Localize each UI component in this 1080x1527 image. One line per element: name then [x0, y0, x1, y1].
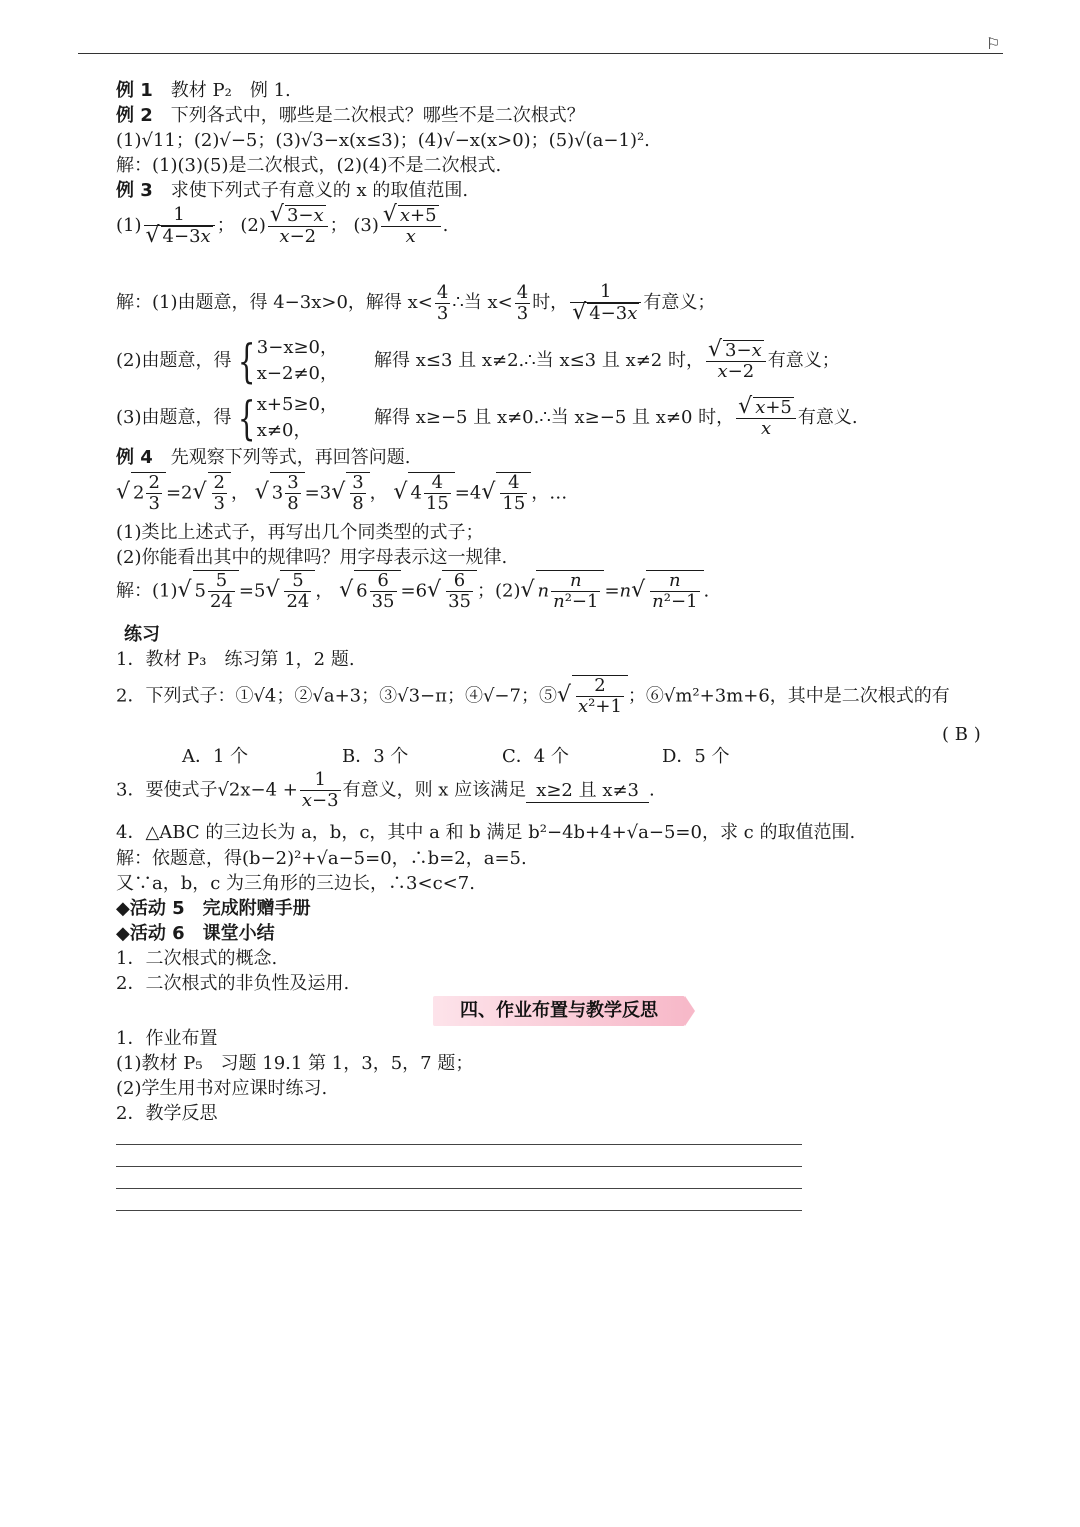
- practice-2-options: [182, 746, 822, 768]
- practice-3: 3．要使式子√2x−4 + $\frac{1}{x-3}$ 有意义，则 x 应该满足 x≥2 且 x≠3 .: [116, 769, 655, 811]
- practice-2-answer: ( B ): [942, 724, 981, 745]
- example-3-solution-3: (3)由题意，得 { x+5≥0， x≠0， 解得 x≥−5 且 x≠0.∴当 x≥−5 且 x≠0 时， $\frac{√ x+5}{x}$ 有意义.: [116, 391, 858, 445]
- section-banner: 四、作业布置与教学反思: [433, 996, 685, 1026]
- example-4-equations: √ 2 $\frac{2}{3}$ =2√ $\frac{2}{3}$ ， √ 3 $\frac{3}{8}$ =3√ $\frac{3}{8}$ ， √ 4 $\frac{4}{15}$ =4√ $\frac{4}{15}$ ，…: [116, 472, 568, 514]
- homework-2: (2)学生用书对应课时练习.: [116, 1078, 328, 1099]
- example-3-solution-2: (2)由题意，得 { 3−x≥0， x−2≠0， 解得 x≤3 且 x≠2.∴当 x≤3 且 x≠2 时， $\frac{√ 3-x}{x-2}$ 有意义；: [116, 334, 840, 388]
- example-4-question-2: (2)你能看出其中的规律吗？用字母表示这一规律.: [116, 547, 508, 568]
- example-4-solution: 解：(1)√ 5 $\frac{5}{24}$ =5√ $\frac{5}{24}$ ， √ 6 $\frac{6}{35}$ =6√ $\frac{6}{35}$ ；(2)√ n $\frac{n}{\text{n²−1}}$ =n√ $\frac{n}{\text{n²−1}}$ .: [116, 570, 710, 612]
- activity-6: ◆活动 6 课堂小结: [116, 923, 275, 944]
- flag-icon: ⚐: [986, 34, 1001, 53]
- header-rule: [78, 53, 1003, 54]
- homework-title: 1．作业布置: [116, 1028, 218, 1049]
- summary-1: 1．二次根式的概念.: [116, 948, 278, 969]
- reflection-title: 2．教学反思: [116, 1103, 218, 1124]
- practice-title: 练习: [124, 624, 160, 645]
- example-3-solution-1: 解：(1)由题意，得 4−3x>0，解得 x< $\frac{4}{3}$ ∴当 x< $\frac{4}{3}$ 时， $\frac{1}{√ 4-3x}$ 有意义；: [116, 281, 716, 325]
- activity-5: ◆活动 5 完成附赠手册: [116, 898, 311, 919]
- example-4: 例 4 先观察下列等式，再回答问题.: [116, 447, 411, 468]
- reflection-line: [116, 1188, 802, 1189]
- example-3-expressions: (1) $\frac{1}{√ 4-3x}$ ； (2) $\frac{√ 3-x}{x-2}$ ； (3) $\frac{√ x+5}{x}$ .: [116, 202, 449, 248]
- homework-1: (1)教材 P₅ 习题 19.1 第 1，3，5，7 题；: [116, 1053, 474, 1074]
- example-2-items: (1)√11；(2)√−5；(3)√3−x(x≤3)；(4)√−x(x>0)；(5)√(a−1)².: [116, 130, 650, 151]
- example-3: 例 3 求使下列式子有意义的 x 的取值范围.: [116, 180, 469, 201]
- example-2: 例 2 下列各式中，哪些是二次根式？哪些不是二次根式？: [116, 105, 585, 126]
- practice-4-solution-2: 又∵a，b，c 为三角形的三边长，∴3<c<7.: [116, 873, 475, 894]
- example-1: 例 1 教材 P₂ 例 1.: [116, 80, 291, 101]
- practice-4-solution-1: 解：依题意，得(b−2)²+√a−5=0，∴b=2，a=5.: [116, 848, 527, 869]
- summary-2: 2．二次根式的非负性及运用.: [116, 973, 350, 994]
- answer-blank: x≥2 且 x≠3: [526, 780, 649, 803]
- option-b: B．3 个: [342, 746, 409, 767]
- option-a: A．1 个: [182, 746, 249, 767]
- reflection-line: [116, 1210, 802, 1211]
- reflection-line: [116, 1166, 802, 1167]
- practice-4: 4．△ABC 的三边长为 a，b，c，其中 a 和 b 满足 b²−4b+4+√a−5=0，求 c 的取值范围.: [116, 822, 856, 843]
- option-d: D．5 个: [662, 746, 730, 767]
- option-c: C．4 个: [502, 746, 569, 767]
- practice-2: 2．下列式子：①√4；②√a+3；③√3−π；④√−7；⑤√ $\frac{2}{\text{x²+1}}$ ；⑥√m²+3m+6，其中是二次根式的有: [116, 675, 950, 717]
- example-4-question-1: (1)类比上述式子，再写出几个同类型的式子；: [116, 522, 484, 543]
- reflection-line: [116, 1144, 802, 1145]
- practice-1: 1．教材 P₃ 练习第 1，2 题.: [116, 649, 355, 670]
- example-2-solution: 解：(1)(3)(5)是二次根式，(2)(4)不是二次根式.: [116, 155, 502, 176]
